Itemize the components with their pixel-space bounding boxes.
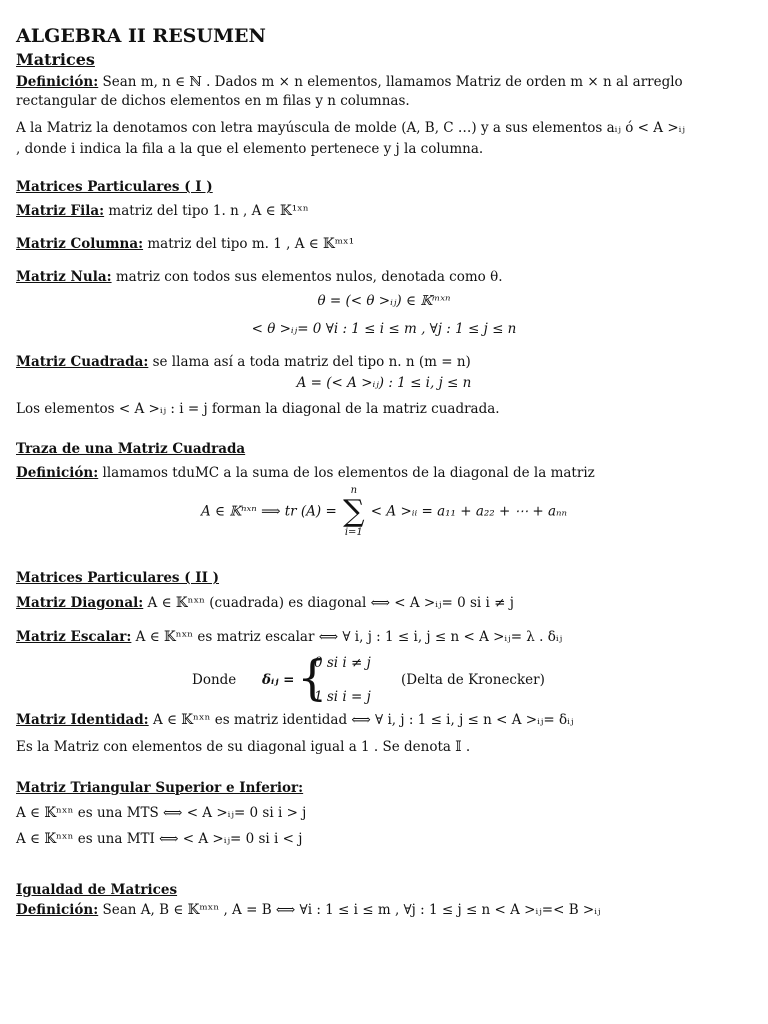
section-heading-particulares-1: Matrices Particulares ( I ) [16, 179, 213, 195]
document-title: ALGEBRA II RESUMEN [16, 25, 266, 47]
section-heading-particulares-2: Matrices Particulares ( II ) [16, 570, 220, 586]
traza-equation-right: < A >ᵢᵢ = a₁₁ + a₂₂ + ⋯ + aₙₙ [370, 503, 567, 520]
matriz-cuadrada-line [16, 353, 471, 371]
definition-line-2: rectangular de dichos elementos en m filas y n columnas. [16, 93, 410, 109]
section-heading-igualdad: Igualdad de Matrices [16, 882, 178, 898]
notation-line-2: , donde i indica la fila a la que el elemento pertenece y j la columna. [16, 141, 484, 157]
matriz-fila-text: matriz del tipo 1. n , A ∈ 𝕂¹ˣⁿ [104, 203, 309, 219]
matriz-escalar-text: A ∈ 𝕂ⁿˣⁿ es matriz escalar ⟺ ∀ i, j : 1 ≤ i, j ≤ n < A >ᵢⱼ= λ . δᵢⱼ [131, 629, 563, 645]
traza-equation [0, 485, 768, 539]
igualdad-definition-label: Definición: [16, 902, 99, 918]
matriz-cuadrada-text: se llama así a toda matriz del tipo n. n (m = n) [148, 354, 471, 370]
traza-definition-label: Definición: [16, 465, 99, 481]
definition-line-1 [16, 73, 683, 91]
matriz-columna-line [16, 235, 354, 253]
section-heading-traza: Traza de una Matriz Cuadrada [16, 441, 246, 457]
matriz-nula-equation-2: < θ >ᵢⱼ= 0 ∀i : 1 ≤ i ≤ m , ∀j : 1 ≤ j ≤ n [251, 321, 517, 337]
notation-line-1: A la Matriz la denotamos con letra mayúscula de molde (A, B, C …) y a sus elementos aᵢⱼ ó < A >ᵢⱼ [16, 120, 685, 136]
traza-definition-text: llamamos tduMC a la suma de los elementos de la diagonal de la matriz [98, 465, 595, 481]
identidad-note: Es la Matriz con elementos de su diagonal igual a 1 . Se denota 𝕀 . [16, 739, 471, 755]
delta-symbol: δᵢⱼ = [262, 672, 295, 688]
matriz-nula-label: Matriz Nula: [16, 269, 112, 285]
traza-equation-left: A ∈ 𝕂ⁿˣⁿ ⟹ tr (A) = [200, 503, 337, 520]
definition-text-1: Sean m, n ∈ ℕ . Dados m × n elementos, llamamos Matriz de orden m × n al arreglo [98, 74, 683, 90]
matriz-columna-label: Matriz Columna: [16, 236, 144, 252]
summation [343, 485, 364, 539]
matriz-nula-text: matriz con todos sus elementos nulos, denotada como θ. [111, 269, 503, 285]
donde-label: Donde [192, 672, 237, 688]
sum-lower-limit: i=1 [344, 527, 363, 538]
matriz-diagonal-label: Matriz Diagonal: [16, 595, 144, 611]
matriz-identidad-line [16, 711, 573, 729]
delta-case-2: 1 si i = j [314, 689, 371, 705]
matriz-fila-label: Matriz Fila: [16, 203, 105, 219]
diagonal-elements-text: Los elementos < A >ᵢⱼ : i = j forman la diagonal de la matriz cuadrada. [16, 401, 500, 417]
mti-line: A ∈ 𝕂ⁿˣⁿ es una MTI ⟺ < A >ᵢⱼ= 0 si i < j [16, 831, 303, 847]
matriz-diagonal-text: A ∈ 𝕂ⁿˣⁿ (cuadrada) es diagonal ⟺ < A >ᵢⱼ= 0 si i ≠ j [143, 595, 514, 611]
matriz-escalar-label: Matriz Escalar: [16, 629, 132, 645]
section-heading-matrices: Matrices [16, 50, 95, 69]
matriz-cuadrada-equation: A = (< A >ᵢⱼ) : 1 ≤ i, j ≤ n [296, 375, 472, 391]
matriz-nula-equation-1: θ = (< θ >ᵢⱼ) ∈ 𝕂ᵐˣⁿ [317, 293, 451, 309]
matriz-escalar-line [16, 628, 562, 646]
sum-upper-limit: n [350, 485, 358, 496]
igualdad-definition-text: Sean A, B ∈ 𝕂ᵐˣⁿ , A = B ⟺ ∀i : 1 ≤ i ≤ m , ∀j : 1 ≤ j ≤ n < A >ᵢⱼ=< B >ᵢⱼ [98, 902, 601, 918]
mts-line: A ∈ 𝕂ⁿˣⁿ es una MTS ⟺ < A >ᵢⱼ= 0 si i > j [16, 805, 307, 821]
matriz-identidad-text: A ∈ 𝕂ⁿˣⁿ es matriz identidad ⟺ ∀ i, j : 1 ≤ i, j ≤ n < A >ᵢⱼ= δᵢⱼ [148, 712, 574, 728]
matriz-nula-line [16, 268, 503, 286]
definition-label: Definición: [16, 74, 99, 90]
delta-case-1: 0 si i ≠ j [314, 655, 371, 671]
triangular-heading: Matriz Triangular Superior e Inferior: [16, 780, 304, 796]
traza-definition-line [16, 464, 595, 482]
matriz-diagonal-line [16, 594, 514, 612]
matriz-fila-line [16, 202, 309, 220]
cases-brace: { [297, 650, 328, 706]
matriz-identidad-label: Matriz Identidad: [16, 712, 149, 728]
matriz-columna-text: matriz del tipo m. 1 , A ∈ 𝕂ᵐˣ¹ [143, 236, 355, 252]
igualdad-definition-line [16, 901, 601, 919]
matriz-cuadrada-label: Matriz Cuadrada: [16, 354, 149, 370]
kronecker-note: (Delta de Kronecker) [401, 672, 545, 688]
sum-symbol: ∑ [343, 494, 365, 529]
